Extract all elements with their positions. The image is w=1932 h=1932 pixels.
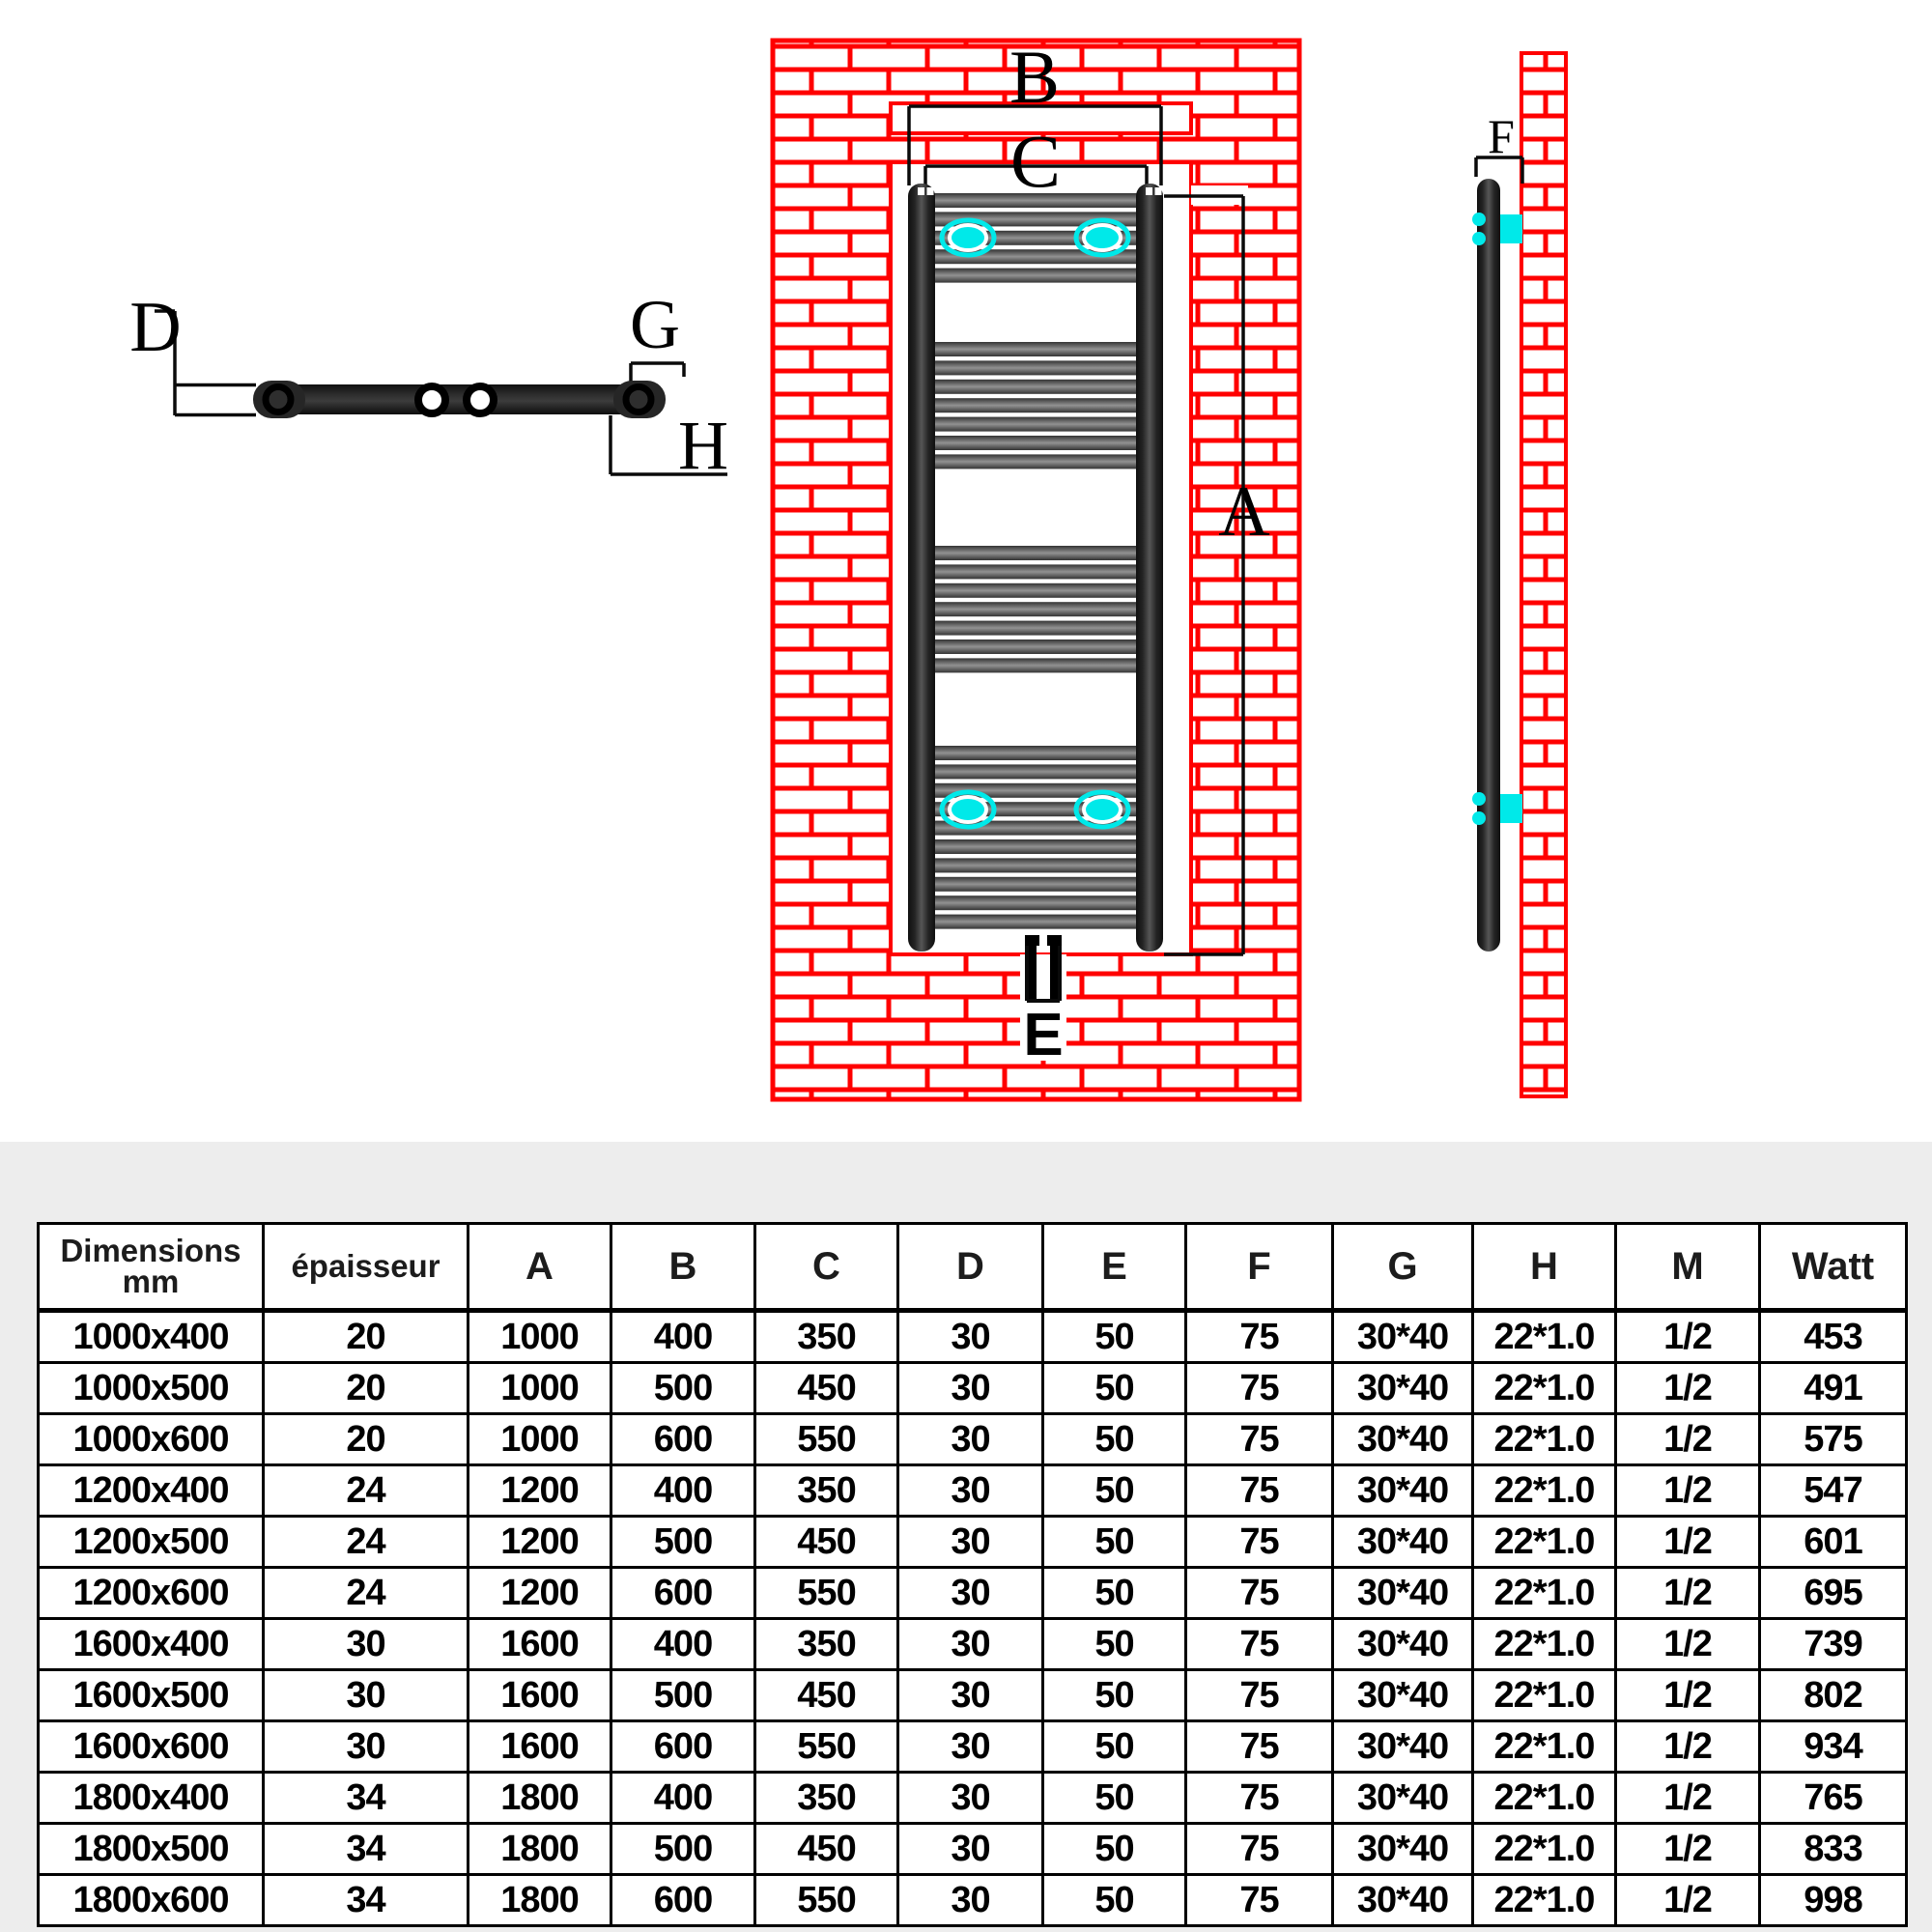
- table-cell: 75: [1186, 1773, 1333, 1824]
- table-cell: 50: [1043, 1465, 1186, 1517]
- radiator-rung: [933, 839, 1138, 854]
- table-body: [39, 1311, 1907, 1926]
- table-cell: 450: [755, 1363, 898, 1414]
- radiator-rung: [933, 342, 1138, 356]
- table-cell: 22*1.0: [1473, 1824, 1616, 1875]
- radiator-rung: [933, 858, 1138, 872]
- table-cell: 50: [1043, 1670, 1186, 1721]
- table-cell: 30: [898, 1363, 1043, 1414]
- table-cell: 22*1.0: [1473, 1568, 1616, 1619]
- radiator-rung: [933, 546, 1138, 560]
- table-cell: 30*40: [1333, 1670, 1473, 1721]
- table-cell: 1200x400: [39, 1465, 264, 1517]
- dimension-label-h: H: [678, 407, 728, 484]
- table-cell: 20: [264, 1414, 469, 1465]
- table-cell: 500: [611, 1824, 755, 1875]
- table-cell: 350: [755, 1619, 898, 1670]
- radiator-rung: [933, 746, 1138, 760]
- table-cell: 1000: [469, 1363, 611, 1414]
- tube-top-mark: [918, 187, 924, 195]
- table-cell: 22*1.0: [1473, 1311, 1616, 1363]
- table-cell: 491: [1760, 1363, 1907, 1414]
- table-cell: 75: [1186, 1414, 1333, 1465]
- table-cell: 400: [611, 1619, 755, 1670]
- table-cell: 500: [611, 1363, 755, 1414]
- table-cell: 22*1.0: [1473, 1721, 1616, 1773]
- header-cell: H: [1473, 1224, 1616, 1311]
- table-cell: 30*40: [1333, 1773, 1473, 1824]
- table-cell: 500: [611, 1670, 755, 1721]
- table-cell: 30: [898, 1311, 1043, 1363]
- table-cell: 1800x400: [39, 1773, 264, 1824]
- table-cell: 50: [1043, 1875, 1186, 1926]
- radiator-side-bar: [1477, 179, 1500, 952]
- table-header-row: [39, 1224, 1907, 1311]
- table-cell: 75: [1186, 1721, 1333, 1773]
- table-cell: 1600x400: [39, 1619, 264, 1670]
- table-row: [39, 1311, 1907, 1363]
- table-cell: 1/2: [1616, 1517, 1760, 1568]
- table-cell: 500: [611, 1517, 755, 1568]
- table-cell: 1/2: [1616, 1619, 1760, 1670]
- table-cell: 30*40: [1333, 1363, 1473, 1414]
- radiator-rung: [933, 621, 1138, 636]
- table-cell: 30*40: [1333, 1465, 1473, 1517]
- table-cell: 34: [264, 1773, 469, 1824]
- radiator-tube-left: [908, 184, 935, 952]
- bracket-knob: [1472, 792, 1486, 806]
- table-cell: 550: [755, 1721, 898, 1773]
- table-row: [39, 1568, 1907, 1619]
- table-row: [39, 1721, 1907, 1773]
- table-row: [39, 1773, 1907, 1824]
- table-header: [39, 1224, 1907, 1311]
- table-cell: 1600x600: [39, 1721, 264, 1773]
- table-cell: 75: [1186, 1875, 1333, 1926]
- table-cell: 22*1.0: [1473, 1363, 1616, 1414]
- radiator-tube-right: [1136, 184, 1163, 952]
- table-cell: 1600x500: [39, 1670, 264, 1721]
- table-cell: 75: [1186, 1311, 1333, 1363]
- table-cell: 1/2: [1616, 1721, 1760, 1773]
- table-cell: 30*40: [1333, 1824, 1473, 1875]
- table-cell: 600: [611, 1875, 755, 1926]
- front-view-diagram: [773, 35, 1299, 1099]
- table-cell: 601: [1760, 1517, 1907, 1568]
- table-row: [39, 1619, 1907, 1670]
- dimension-label-d: D: [129, 288, 182, 367]
- header-cell: Watt: [1760, 1224, 1907, 1311]
- table-cell: 30: [898, 1465, 1043, 1517]
- table-row: [39, 1875, 1907, 1926]
- table-cell: 1200: [469, 1568, 611, 1619]
- table-cell: 24: [264, 1568, 469, 1619]
- table-cell: 34: [264, 1875, 469, 1926]
- table-cell: 400: [611, 1465, 755, 1517]
- table-cell: 30*40: [1333, 1414, 1473, 1465]
- side-view-diagram: [1472, 53, 1566, 1096]
- table-cell: 50: [1043, 1363, 1186, 1414]
- table-cell: 30*40: [1333, 1619, 1473, 1670]
- table-cell: 350: [755, 1311, 898, 1363]
- top-view-diagram: [129, 286, 728, 484]
- table-cell: 450: [755, 1824, 898, 1875]
- radiator-rung: [933, 417, 1138, 432]
- table-cell: 400: [611, 1773, 755, 1824]
- table-cell: 22*1.0: [1473, 1414, 1616, 1465]
- radiator-rung: [933, 436, 1138, 450]
- table-cell: 1000x400: [39, 1311, 264, 1363]
- table-cell: 600: [611, 1414, 755, 1465]
- radiator-rung: [933, 895, 1138, 910]
- table-cell: 998: [1760, 1875, 1907, 1926]
- header-cell: G: [1333, 1224, 1473, 1311]
- table-cell: 24: [264, 1465, 469, 1517]
- table-cell: 50: [1043, 1311, 1186, 1363]
- table-cell: 350: [755, 1465, 898, 1517]
- table-cell: 30: [898, 1721, 1043, 1773]
- table-cell: 75: [1186, 1670, 1333, 1721]
- table-cell: 1800: [469, 1773, 611, 1824]
- header-cell: M: [1616, 1224, 1760, 1311]
- mount-point: [1076, 792, 1128, 827]
- table-cell: 50: [1043, 1824, 1186, 1875]
- table-cell: 30*40: [1333, 1721, 1473, 1773]
- table-cell: 30: [264, 1721, 469, 1773]
- header-cell: D: [898, 1224, 1043, 1311]
- table-cell: 30: [898, 1619, 1043, 1670]
- radiator-rung: [933, 398, 1138, 412]
- tube-top-mark: [1146, 187, 1152, 195]
- table-row: [39, 1414, 1907, 1465]
- pipe-end-ring-right: [626, 387, 651, 412]
- pipe-end-ring-left: [266, 387, 291, 412]
- table-cell: 1000x600: [39, 1414, 264, 1465]
- table-cell: 22*1.0: [1473, 1773, 1616, 1824]
- table-cell: 1800: [469, 1875, 611, 1926]
- tube-top-mark: [1155, 187, 1162, 195]
- mount-point: [942, 792, 994, 827]
- table-cell: 75: [1186, 1619, 1333, 1670]
- table-cell: 30*40: [1333, 1517, 1473, 1568]
- table-row: [39, 1824, 1907, 1875]
- table-cell: 550: [755, 1414, 898, 1465]
- header-cell: B: [611, 1224, 755, 1311]
- table-cell: 1/2: [1616, 1875, 1760, 1926]
- radiator-rung: [933, 915, 1138, 929]
- mount-point: [1076, 220, 1128, 255]
- table-cell: 450: [755, 1517, 898, 1568]
- bracket-knob: [1472, 213, 1486, 226]
- pipe-connection-hole: [418, 386, 445, 413]
- table-cell: 1200: [469, 1517, 611, 1568]
- table-cell: 1800: [469, 1824, 611, 1875]
- table-cell: 50: [1043, 1517, 1186, 1568]
- table-cell: 1000: [469, 1414, 611, 1465]
- table-cell: 1800x600: [39, 1875, 264, 1926]
- header-cell: E: [1043, 1224, 1186, 1311]
- table-cell: 50: [1043, 1773, 1186, 1824]
- table-cell: 547: [1760, 1465, 1907, 1517]
- radiator-rung: [933, 454, 1138, 469]
- table-cell: 1200x500: [39, 1517, 264, 1568]
- table-cell: 22*1.0: [1473, 1619, 1616, 1670]
- radiator-rung: [933, 583, 1138, 598]
- table-cell: 1/2: [1616, 1824, 1760, 1875]
- table-row: [39, 1670, 1907, 1721]
- table-cell: 30*40: [1333, 1311, 1473, 1363]
- table-cell: 30: [898, 1517, 1043, 1568]
- dimension-label-g: G: [630, 286, 680, 363]
- table-cell: 30: [898, 1414, 1043, 1465]
- table-cell: 1/2: [1616, 1363, 1760, 1414]
- table-cell: 739: [1760, 1619, 1907, 1670]
- table-row: [39, 1465, 1907, 1517]
- table-cell: 20: [264, 1363, 469, 1414]
- table-cell: 1800x500: [39, 1824, 264, 1875]
- table-cell: 1/2: [1616, 1568, 1760, 1619]
- table-cell: 30*40: [1333, 1875, 1473, 1926]
- radiator-rung: [933, 602, 1138, 616]
- table-cell: 24: [264, 1517, 469, 1568]
- table-cell: 1200x600: [39, 1568, 264, 1619]
- table-cell: 1600: [469, 1670, 611, 1721]
- table-cell: 22*1.0: [1473, 1875, 1616, 1926]
- table-cell: 450: [755, 1670, 898, 1721]
- table-cell: 22*1.0: [1473, 1465, 1616, 1517]
- table-cell: 600: [611, 1568, 755, 1619]
- table-cell: 30: [898, 1773, 1043, 1824]
- table-cell: 30: [264, 1619, 469, 1670]
- table-cell: 1600: [469, 1721, 611, 1773]
- header-cell: C: [755, 1224, 898, 1311]
- table-cell: 695: [1760, 1568, 1907, 1619]
- table-cell: 833: [1760, 1824, 1907, 1875]
- table-cell: 50: [1043, 1619, 1186, 1670]
- table-cell: 30: [898, 1568, 1043, 1619]
- table-cell: 400: [611, 1311, 755, 1363]
- table-cell: 1000x500: [39, 1363, 264, 1414]
- table-cell: 34: [264, 1824, 469, 1875]
- table-cell: 30: [898, 1824, 1043, 1875]
- table-cell: 75: [1186, 1568, 1333, 1619]
- table-cell: 75: [1186, 1465, 1333, 1517]
- table-cell: 802: [1760, 1670, 1907, 1721]
- dimension-label-c: C: [1009, 119, 1062, 203]
- dimension-label-a: A: [1218, 472, 1270, 552]
- dimension-label-f: F: [1488, 109, 1515, 163]
- brick-wall-side: [1521, 53, 1566, 1096]
- table-cell: 20: [264, 1311, 469, 1363]
- radiator-rung: [933, 380, 1138, 394]
- mount-point: [942, 220, 994, 255]
- table-cell: 765: [1760, 1773, 1907, 1824]
- radiator-rung: [933, 764, 1138, 779]
- table-cell: 550: [755, 1875, 898, 1926]
- table-cell: 75: [1186, 1363, 1333, 1414]
- table-cell: 575: [1760, 1414, 1907, 1465]
- bracket-knob: [1472, 232, 1486, 245]
- table-cell: 50: [1043, 1414, 1186, 1465]
- table-cell: 1200: [469, 1465, 611, 1517]
- header-cell: F: [1186, 1224, 1333, 1311]
- table-cell: 30: [898, 1670, 1043, 1721]
- radiator-rung: [933, 269, 1138, 283]
- table-cell: 1000: [469, 1311, 611, 1363]
- table-cell: 1600: [469, 1619, 611, 1670]
- table-cell: 50: [1043, 1721, 1186, 1773]
- table-cell: 30: [898, 1875, 1043, 1926]
- radiator-rung: [933, 877, 1138, 892]
- table-cell: 30*40: [1333, 1568, 1473, 1619]
- table-cell: 934: [1760, 1721, 1907, 1773]
- dimension-label-b: B: [1009, 35, 1061, 119]
- table-cell: 600: [611, 1721, 755, 1773]
- table-cell: 1/2: [1616, 1670, 1760, 1721]
- spec-table: [37, 1222, 1908, 1927]
- table-cell: 1/2: [1616, 1311, 1760, 1363]
- table-cell: 75: [1186, 1517, 1333, 1568]
- table-cell: 22*1.0: [1473, 1517, 1616, 1568]
- bracket-knob: [1472, 811, 1486, 825]
- dimension-line-g: [631, 363, 684, 383]
- table-cell: 1/2: [1616, 1773, 1760, 1824]
- radiator-rung: [933, 564, 1138, 579]
- radiator-rung: [933, 639, 1138, 654]
- pipe-connection-hole: [467, 386, 494, 413]
- header-cell: A: [469, 1224, 611, 1311]
- tube-top-mark: [927, 187, 934, 195]
- table-cell: 75: [1186, 1824, 1333, 1875]
- table-cell: 30: [264, 1670, 469, 1721]
- table-cell: 1/2: [1616, 1414, 1760, 1465]
- header-cell: épaisseur: [264, 1224, 469, 1311]
- table-cell: 1/2: [1616, 1465, 1760, 1517]
- table-row: [39, 1363, 1907, 1414]
- dimension-label-e: E: [1023, 1002, 1064, 1068]
- radiator-rung: [933, 658, 1138, 672]
- table-cell: 453: [1760, 1311, 1907, 1363]
- table-cell: 350: [755, 1773, 898, 1824]
- table-cell: 22*1.0: [1473, 1670, 1616, 1721]
- table-row: [39, 1517, 1907, 1568]
- header-cell: Dimensions mm: [39, 1224, 264, 1311]
- table-cell: 50: [1043, 1568, 1186, 1619]
- table-cell: 550: [755, 1568, 898, 1619]
- radiator-rung: [933, 360, 1138, 375]
